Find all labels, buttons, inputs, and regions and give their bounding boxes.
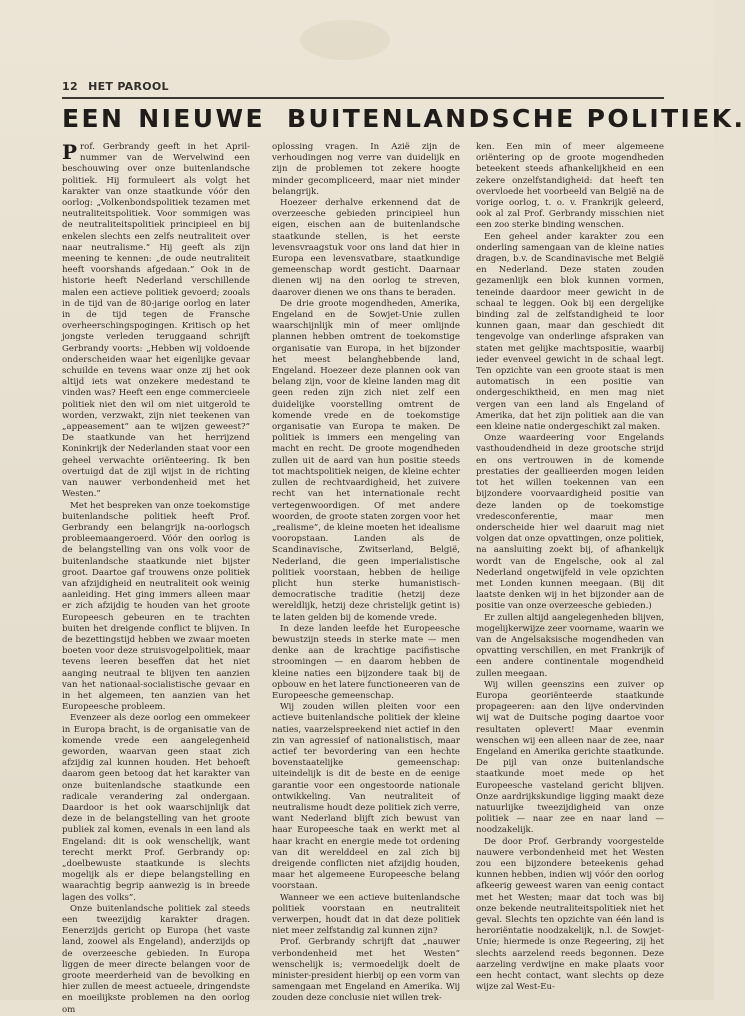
title-word-2: NIEUWE <box>138 104 265 133</box>
drop-cap: P <box>62 140 78 164</box>
paragraph: Onze buitenlandsche politiek zal steeds een tweezijdig karakter dragen. Eenerzijds gericht op Europa (het vaste land, zoowel als Engeland), anderzijds op de overzeesche gebieden. In Europa liggen de meer directe belangen voor de groote meerderheid van de bevolking en hier zullen de meest actueele, dringendste en moeilijkste problemen na den oorlog om <box>62 903 250 1015</box>
paragraph: Een geheel ander karakter zou een onderling samengaan van de kleine naties dragen, b.v. de Scandinavische met België en Nederland. Deze staten zouden gezamenlijk een blok kunnen vormen, teneinde daardoor meer gewicht in de schaal te leggen. Ook bij een dergelijke binding zal de zelfstandigheid te loor kunnen gaan, maar dan geschiedt dit tengevolge van onderlinge afspraken van staten met gelijke machtspositie, waarbij ieder evenveel gewicht in de schaal legt. Ten opzichte van een groote staat is men automatisch in een positie van ondergeschiktheid, en men mag niet vergen van een land als Engeland of Amerika, dat het zijn politiek aan die van een kleine natie ondergeschikt zal maken. <box>476 231 664 433</box>
paragraph: Prof. Gerbrandy schrijft dat „nauwer verbondenheid met het Westen” wenschelijk is; vermoedelijk doelt de minister-president hierbij op een vorm van samengaan met Engeland en Amerika. Wij zouden deze conclusie niet willen trek- <box>272 937 460 1004</box>
paragraph: Met het bespreken van onze toekomstige buitenlandsche politiek heeft Prof. Gerbrandy een belangrijk na-oorlogsch probleemaangeroerd. Vóór den oorlog is de belangstelling van ons volk voor de buitenlandsche staatkunde niet bijster groot. Daartoe gaf trouwens onze politiek van afzijdigheid en neutraliteit ook weinig aanleiding. Het ging immers alleen maar er zich afzijdig te houden van het groote Europeesch gebeuren en te trachten buiten het dreigende conflict te blijven. In de bezettingstijd hebben we zwaar moeten boeten voor deze struisvogelpolitiek, maar tevens leeren beseffen dat het niet aanging neutraal te blijven ten aanzien van het nationaal-socialistische gevaar en in het algemeen, ten aanzien van het Europeesche probleem. <box>62 500 250 713</box>
paragraph: De drie groote mogendheden, Amerika, Engeland en de Sowjet-Unie zullen waarschijnlijk min of meer omlijnde plannen hebben omtrent de toekomstige organisatie van Europa, in het bijzonder het meest belanghebbende land, Engeland. Hoezeer deze plannen ook van belang zijn, voor de kleine landen mag dit geen reden zijn zich niet zelf een duidelijke voorstelling omtrent de komende vrede en de toekomstige organisatie van Europa te maken. De politiek is immers een mengeling van macht en recht. De groote mogendheden zullen uit de aard van hun positie steeds tot machtspolitiek neigen, de kleine echter zullen de rechtvaardigheid, het zuivere recht van het internationale recht vertegenwoordigen. Of met andere woorden, de groote staten zorgen voor het „realisme”, de kleine moeten het idealisme vooropstaan. Landen als de Scandinavische, Zwitserland, België, Nederland, die geen imperialistische politiek voorstaan, hebben de heilige plicht hun sterke humanistisch-democratische traditie (hetzij deze wereldlijk, hetzij deze christelijk getint is) te laten gelden bij de komende vrede. <box>272 298 460 623</box>
paragraph: ken. Een min of meer algemeene oriëntering op de groote mogendheden beteekent steeds afhankelijkheid en een zekere onzelfstandigheid: dat heeft ten overvloede het voorbeeld van België na de vorige oorlog, t. o. v. Frankrijk geleerd, ook al zal Prof. Gerbrandy misschien niet een zoo sterke binding wenschen. <box>476 142 664 231</box>
title-word-1: EEN <box>62 104 125 133</box>
paragraph: Er zullen altijd aangelegenheden blijven, mogelijkerwijze zeer voorname, waarin we van de Angelsaksische mogendheden van opvatting verschillen, en met Frankrijk of een andere continentale mogendheid zullen meegaan. <box>476 612 664 679</box>
page-number: 12 <box>62 80 78 93</box>
paragraph: Prof. Gerbrandy geeft in het April-nummer van de Wervelwind een beschouwing over onze buitenlandsche politiek. Hij formuleert als volgt het karakter van onze staatkunde vóór den oorlog: „Volkenbondspolitiek tezamen met neutraliteitspolitiek. Voor sommigen was de neutraliteitspolitiek principieel en bij enkelen slechts een zelfs neutraliteit over naar neutralisme.” Hij geeft als zijn meening te kennen: „de oude neutraliteit heeft voorshands afgedaan.” Ook in de historie heeft Nederland verschillende malen een actieve politiek gevoerd; zooals in de tijd van de 80-jarige oorlog en later in de tijd tegen de Fransche overheerschingspogingen. Kritisch op het jongste verleden teruggaand schrijft Gerbrandy voorts: „Hebben wij voldoende onderscheiden waar het eigenlijke gevaar schuilde en tevens waar onze zij het ook altijd iets wat onzekere medestand te vinden was? Heeft een enge commercieele politiek niet den wil om niet uitgerold te worden, verzwakt, zijn niet teekenen van „appeasement” aan te wijzen geweest?” De staatkunde van het herrijzend Koninkrijk der Nederlanden staat voor een geheel verwachte oriënteering. Ik ben overtuigd dat de zijl wijst in de richting van nauwer verbondenheid met het Westen.” <box>62 140 250 500</box>
article-column-3 <box>476 142 664 993</box>
paragraph: Onze waardeering voor Engelands vasthoudendheid in deze grootsche strijd en ons vertrouwen in de komende prestaties der geallieerden mogen leiden tot het willen toekennen van een bijzondere voorvaardigheid positie van deze landen op de toekomstige vredesconferentie, maar men onderscheide hier wel daaruit mag niet volgen dat onze opvattingen, onze politiek, na aansluiting zoekt bij, of afhankelijk wordt van de Engelsche, ook al zal Nederland ongetwijfeld in vele opzichten met Londen kunnen meegaan. (Bij dit laatste denken wij in het bijzonder aan de positie van onze overzeesche gebieden.) <box>476 433 664 612</box>
paragraph: De door Prof. Gerbrandy voorgestelde nauwere verbondenheid met het Westen zou een bijzondere beteekenis gehad kunnen hebben, indien wij vóór den oorlog afkeerig geweest waren van eenig contact met het Westen; maar dat toch was bij onze bekende neutraliteitspolitiek niet het geval. Slechts ten opzichte van één land is heroriëntatie noodzakelijk, n.l. de Sowjet-Unie; hiermede is onze Regeering, zij het slechts aarzelend reeds begonnen. Deze aarzeling verdwijne en make plaats voor een hecht contact, want slechts op deze wijze zal West-Eu- <box>476 836 664 993</box>
title-word-3: BUITENLANDSCHE POLITIEK. <box>286 104 745 133</box>
paragraph: Wij zouden willen pleiten voor een actieve buitenlandsche politiek der kleine naties, vaarzelspreekend niet actief in den zin van agressief of nationalistisch, maar actief ter bevordering van een hechte bovenstaatelijke gemeenschap: uiteindelijk is dit de beste en de eenige garantie voor een ongestoorde nationale ontwikkeling. Van neutraliteit of neutralisme houdt deze politiek zich verre, want Nederland blijft zich bewust van haar Europeesche taak en werkt met al haar kracht en energie mede tot ordening van dit werelddeel en zal zich bij dreigende conflicten niet afzijdig houden, maar het algemeene Europeesche belang voorstaan. <box>272 702 460 892</box>
paragraph: Wij willen geenszins een zuiver op Europa georiënteerde staatkunde propageeren: aan den lijve ondervinden wij wat de Duitsche poging daartoe voor resultaten oplevert! Maar evenmin wenschen wij een alleen naar de zee, naar Engeland en Amerika gerichte staatkunde. De pijl van onze buitenlandsche staatkunde moet mede op het Europeesche vasteland gericht blijven. Onze aardrijkskundige ligging maakt deze natuurlijke tweezijdigheid van onze politiek — naar zee en naar land — noodzakelijk. <box>476 679 664 836</box>
paragraph: Hoezeer derhalve erkennend dat de overzeesche gebieden principieel hun eigen, eischen aan de buitenlandsche staatkunde stellen, is het eerste levensvraagstuk voor ons land dat hier in Europa een levensvatbare, staatkundige gemeenschap wordt gesticht. Daarnaar dienen wij na den oorlog te streven, daarover dienen we ons thans te beraden. <box>272 198 460 298</box>
magazine-name: HET PAROOL <box>88 80 169 93</box>
article-column-2 <box>272 142 460 1004</box>
paragraph: In deze landen leefde het Europeesche bewustzijn steeds in sterke mate — men denke aan de krachtige pacifistische stroomingen — en daarom hebben de kleine naties een bijzondere taak bij de opbouw en het latere functioneeren van de Europeesche gemeenschap. <box>272 623 460 701</box>
page-header <box>62 80 662 98</box>
paragraph: oplossing vragen. In Azië zijn de verhoudingen nog verre van duidelijk en zijn de problemen tot zekere hoogte minder gecompliceerd, maar niet minder belangrijk. <box>272 142 460 197</box>
article-title <box>62 104 745 138</box>
paragraph: Evenzeer als deze oorlog een ommekeer in Europa bracht, is de organisatie van de komende vrede een aangelegenheid geworden, waarvan geen staat zich afzijdig zal kunnen houden. Het behoeft daarom geen betoog dat het karakter van onze buitenlandsche staatkunde een radicale verandering zal ondergaan. Daardoor is het ook waarschijnlijk dat deze in de belangstelling van het groote publiek zal komen, evenals in een land als Engeland: dit is ook wenschelijk, want terecht merkt Prof. Gerbrandy op: „doelbewuste staatkunde is slechts mogelijk als er diepe belangstelling en waarachtig begrip aanwezig is in breede lagen des volks”. <box>62 713 250 903</box>
header-rule <box>62 97 664 99</box>
paper-stain <box>300 20 390 60</box>
article-column-1 <box>62 140 250 1015</box>
paragraph: Wanneer we een actieve buitenlandsche politiek voorstaan en neutraliteit verwerpen, houdt dat in dat deze politiek niet meer zelfstandig zal kunnen zijn? <box>272 892 460 937</box>
